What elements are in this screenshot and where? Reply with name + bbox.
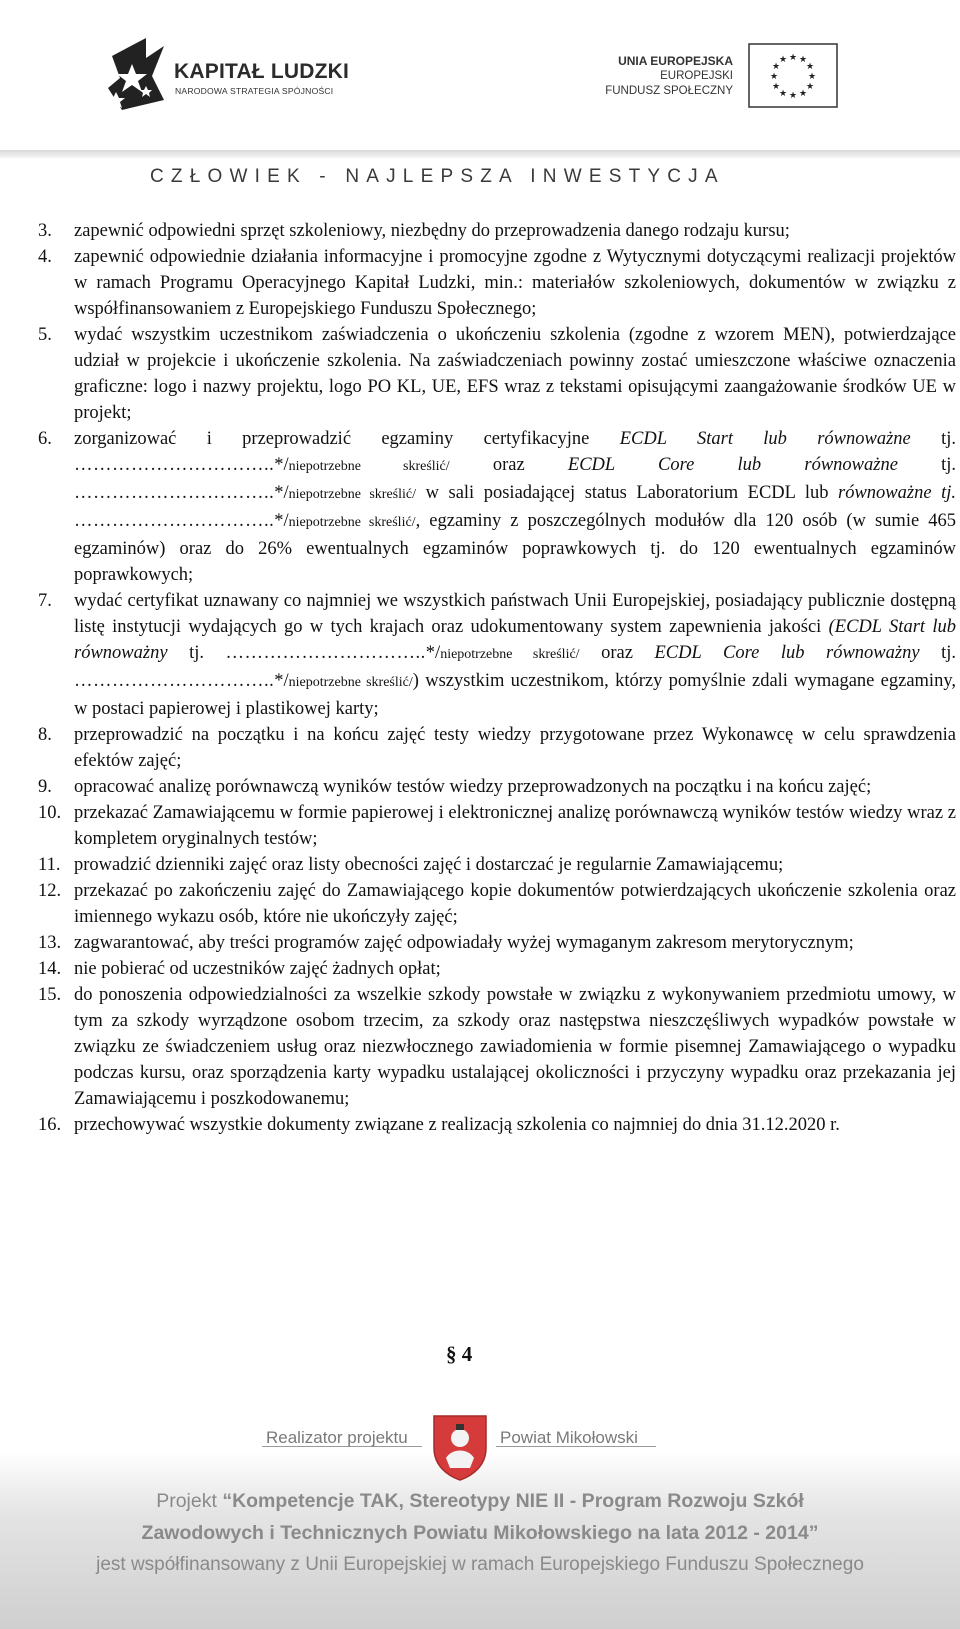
item-text: przeprowadzić na początku i na końcu zajęć testy wiedzy przygotowane przez Wykonawcę w celu sprawdzenia efektów zajęć;: [74, 725, 956, 771]
item-text: opracować analizę porównawczą wyników testów wiedzy przeprowadzonych na początku i na końcu zajęć;: [74, 777, 872, 797]
item-text: */: [274, 671, 289, 691]
footnote-text: niepotrzebne skreślić/: [288, 487, 417, 502]
footnote-text: niepotrzebne skreślić/: [440, 647, 580, 662]
item-text-italic: ECDL Core lub równoważne: [567, 455, 898, 475]
item-text: ) wszystkim uczestnikom, którzy pomyślnie zdali wymagane egzaminy, w postaci papierowej i plastikowej karty;: [74, 671, 956, 719]
item-text: tj.: [919, 643, 957, 663]
list-item: [38, 722, 956, 774]
item-number: 12.: [38, 881, 62, 901]
svg-text:★: ★: [798, 89, 808, 99]
eu-line-3: FUNDUSZ SPOŁECZNY: [605, 85, 733, 97]
list-item: [38, 426, 956, 588]
item-text: przechowywać wszystkie dokumenty związane z realizacją szkolenia co najmniej do dnia 31.12.2020 r.: [74, 1115, 840, 1135]
item-number: 8.: [38, 725, 52, 745]
list-item: [38, 930, 956, 956]
item-text-italic: ECDL Core lub równoważny: [654, 643, 920, 663]
powiat-crest-icon: [430, 1412, 490, 1482]
footer-project-line-3: jest współfinansowany z Unii Europejskiej w ramach Europejskiego Funduszu Społecznego: [96, 1554, 864, 1575]
item-text: do ponoszenia odpowiedzialności za wszelkie szkody powstałe w związku z wykonywaniem przedmiotu umowy, w tym za szkody wyrządzone osobom trzecim, za szkody oraz następstwa nieszczęśliwych wypadków powstałe w związku ze świadczeniem usług oraz niezwłocznego zawiadomienia w formie pisemnej Zamawiającego o wypadku podczas kursu, oraz sporządzenia karty wypadku ustalającej okoliczności i przyczyny wypadku oraz przekazania jej Zamawiającemu i poszkodowanemu;: [74, 985, 956, 1109]
item-text: w sali posiadającej status Laboratorium ECDL lub: [416, 483, 839, 503]
svg-text:★: ★: [805, 62, 815, 72]
svg-text:★: ★: [778, 55, 788, 65]
footnote-text: niepotrzebne skreślić/: [288, 675, 413, 690]
list-item: [38, 852, 956, 878]
list-item: [38, 982, 956, 1112]
eu-flag-icon: [748, 43, 838, 108]
item-text: , egzaminy z poszczególnych modułów dla 120 osób (w sumie 465 egzaminów) oraz do 26% ewentualnych egzaminów poprawkowych tj. do 120 ewentualnych egzaminów poprawkowych;: [74, 511, 957, 585]
item-text-italic: ECDL Start lub równoważne: [619, 429, 911, 449]
item-number: 7.: [38, 591, 52, 611]
svg-text:★: ★: [788, 53, 798, 63]
item-text: wydać certyfikat uznawany co najmniej we wszystkich państwach Unii Europejskiej, posiadający publicznie dostępną listę instytucji wydających go w tych krajach oraz udokumentowany system zapewnienia jakości: [74, 591, 956, 637]
item-text: zapewnić odpowiedni sprzęt szkoleniowy, niezbędny do przeprowadzenia danego rodzaju kursu;: [74, 221, 790, 241]
list-item: [38, 244, 956, 322]
item-text: tj.: [167, 643, 226, 663]
item-text: tj.: [910, 429, 956, 449]
item-text: oraz: [449, 455, 568, 475]
eu-efs-logo: [598, 43, 838, 113]
svg-text:★: ★: [798, 55, 808, 65]
realizator-label: Realizator projektu: [266, 1428, 408, 1447]
footnote-text: niepotrzebne skreślić/: [288, 459, 450, 474]
item-text: prowadzić dzienniki zajęć oraz listy obecności zajęć i dostarczać je regularnie Zamawiającemu;: [74, 855, 784, 875]
item-text: zorganizować i przeprowadzić egzaminy certyfikacyjne: [74, 429, 620, 449]
item-text: tj.: [897, 455, 957, 475]
list-item: [38, 1112, 956, 1138]
list-item: [38, 956, 956, 982]
eu-line-2: EUROPEJSKI: [660, 70, 733, 82]
footer-project-prefix: Projekt: [156, 1490, 223, 1512]
header-divider: [0, 150, 960, 158]
footnote-text: niepotrzebne skreślić/: [288, 515, 416, 530]
item-number: 11.: [38, 855, 61, 875]
svg-text:★: ★: [805, 82, 815, 92]
kapital-ludzki-title: KAPITAŁ LUDZKI: [174, 60, 350, 83]
item-text: wydać wszystkim uczestnikom zaświadczenia o ukończeniu szkolenia (zgodne z wzorem MEN), potwierdzające udział w projekcie i ukończenie szkolenia. Na zaświadczeniach powinny zostać umieszczone właściwe oznaczenia graficzne: logo i nazwy projektu, logo PO KL, UE, EFS wraz z tekstami opisującymi zaangażowanie środków UE w projekt;: [74, 325, 956, 423]
svg-text:★: ★: [771, 62, 781, 72]
kapital-ludzki-logo: [102, 36, 352, 116]
item-number: 15.: [38, 985, 62, 1005]
fill-in-dots: …………………………..: [225, 643, 426, 663]
list-item: [38, 588, 956, 722]
item-number: 13.: [38, 933, 62, 953]
svg-text:★: ★: [788, 91, 798, 101]
section-heading: § 4: [446, 1342, 473, 1366]
item-number: 4.: [38, 247, 52, 267]
slogan: CZŁOWIEK - NAJLEPSZA INWESTYCJA: [150, 166, 725, 187]
list-item: [38, 218, 956, 244]
item-text: */: [274, 483, 289, 503]
item-text: przekazać po zakończeniu zajęć do Zamawiającego kopie dokumentów potwierdzających ukończenie szkolenia oraz imiennego wykazu osób, które nie ukończyły zajęć;: [74, 881, 956, 927]
fill-in-dots: …………………………..: [74, 455, 275, 475]
item-text: przekazać Zamawiającemu w formie papierowej i elektronicznej analizę porównawczą wyników testów wiedzy wraz z kompletem oryginalnych testów;: [74, 803, 956, 849]
page-header: [0, 0, 960, 200]
list-item: [38, 774, 956, 800]
item-number: 14.: [38, 959, 62, 979]
eu-logo-text: [605, 54, 733, 99]
item-text-italic: (ECDL Start lub równoważny: [74, 617, 956, 663]
item-number: 5.: [38, 325, 52, 345]
footer-project-line-1: [0, 1490, 960, 1513]
item-text: oraz: [579, 643, 655, 663]
item-text: nie pobierać od uczestników zajęć żadnych opłat;: [74, 959, 441, 979]
list-item: [38, 322, 956, 426]
item-text-italic: równoważne tj.: [838, 483, 957, 503]
item-text: zapewnić odpowiednie działania informacyjne i promocyjne zgodne z Wytycznymi dotyczącymi realizacji projektów w ramach Programu Operacyjnego Kapitał Ludzki, min.: materiałów szkoleniowych, dokumentów w związku z współfinansowaniem z Europejskiego Funduszu Społecznego;: [74, 247, 956, 319]
eu-line-1: UNIA EUROPEJSKA: [618, 54, 733, 68]
item-text: */: [425, 643, 441, 663]
powiat-label: Powiat Mikołowski: [500, 1428, 638, 1447]
item-number: 3.: [38, 221, 52, 241]
svg-text:★: ★: [769, 72, 779, 82]
item-number: 16.: [38, 1115, 62, 1135]
item-text: */: [274, 511, 289, 531]
svg-text:★: ★: [771, 82, 781, 92]
svg-text:★: ★: [778, 89, 788, 99]
item-text: */: [274, 455, 289, 475]
kapital-ludzki-subtitle: NARODOWA STRATEGIA SPÓJNOŚCI: [175, 86, 334, 96]
list-item: [38, 878, 956, 930]
item-number: 6.: [38, 429, 52, 449]
item-number: 10.: [38, 803, 62, 823]
item-text: zagwarantować, aby treści programów zajęć odpowiadały wyżej wymaganym zakresom merytorycznym;: [74, 933, 854, 953]
obligations-list: [38, 218, 956, 1138]
item-number: 9.: [38, 777, 52, 797]
fill-in-dots: …………………………..: [74, 483, 275, 503]
footer-project-line-2: Zawodowych i Technicznych Powiatu Mikołowskiego na lata 2012 - 2014”: [141, 1522, 819, 1544]
footer-project-title: “Kompetencje TAK, Stereotypy NIE II - Program Rozwoju Szkół: [222, 1490, 804, 1512]
svg-text:★: ★: [807, 72, 817, 82]
kapital-ludzki-star-icon: [102, 36, 168, 112]
fill-in-dots: …………………………..: [74, 511, 275, 531]
fill-in-dots: …………………………..: [74, 671, 275, 691]
page-footer: [0, 1390, 960, 1629]
list-item: [38, 800, 956, 852]
